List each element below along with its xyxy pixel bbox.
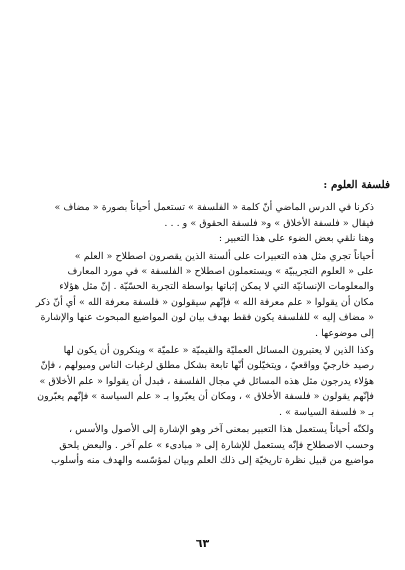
text-line: مكان أن يقولوا « علم معرفة الله » فإنّهم سيقولون « فلسفة معرفة الله » أي أنّ ذكر <box>35 296 374 308</box>
paragraph-1 <box>30 200 390 246</box>
text-line: أحياناً تجري مثل هذه التعبيرات على ألسنة الذين يقصرون اصطلاح « العلم » <box>74 250 374 262</box>
text-line: وكذا الذين لا يعتبرون المسائل العمليّة والقيميّة « علميّة » وينكرون أن يكون لها <box>63 345 374 357</box>
text-line: هؤلاء يدرجون مثل هذه المسائل في مجال الفلسفة ، فبدل أن يقولوا « علم الأخلاق » <box>39 375 374 387</box>
text-line: ذكرنا في الدرس الماضي أنّ كلمة « الفلسفة » تستعمل أحياناً بصورة « مضاف » <box>54 202 374 214</box>
page-number: ٦٣ <box>195 537 210 550</box>
text-line: رصيد خارجيّ وواقعيّ ، ويتخيّلون أنّها تابعة بشكل مطلق لرغبات الناس وميولهم ، فإنّ <box>40 360 374 372</box>
text-line: فيقال « فلسفة الأخلاق » و« فلسفة الحقوق » و . . . <box>164 217 374 229</box>
text-line: بـ « فلسفة السياسة » . <box>279 406 374 418</box>
paragraph-2 <box>30 249 390 341</box>
text-line: فإنّهم يقولون « فلسفة الأخلاق » ، ومكان أن يعبّروا بـ « علم السياسة » فإنّهم يعبّرون <box>37 391 374 403</box>
paragraph-4 <box>30 422 390 468</box>
text-line: والمعلومات الإنسانيّة التي لا يمكن إثباتها بواسطة التجربة الحسّيّة . إنّ مثل هؤلاء <box>59 281 374 293</box>
text-line: على « العلوم التجريبيّة » ويستعملون اصطلاح « الفلسفة » في مورد المعارف <box>67 266 374 278</box>
text-line: « مضاف إليه » للفلسفة يكون فقط بهدف بيان لون المواضيع المبحوث عنها والإشارة <box>40 312 374 324</box>
section-heading: فلسفة العلوم : <box>323 179 390 191</box>
text-line: مواضيع من قبيل نظرة تاريخيّة إلى ذلك العلم وبيان لمؤسّسه والهدف منه وأسلوب <box>51 454 374 466</box>
text-line: ولكنّه أحياناً يستعمل هذا التعبير بمعنى آخر وهو الإشارة إلى الأصول والأسس ، <box>69 424 374 436</box>
text-line: إلى موضوعها . <box>314 327 374 339</box>
document-body <box>30 178 390 468</box>
text-line: وهنا نلقي بعض الضوء على هذا التعبير : <box>218 233 374 245</box>
text-line: وحسب الاصطلاح فإنّه يستعمل للإشارة إلى « مبادىء » علم آخر . والبعض يلحق <box>59 439 374 451</box>
paragraph-3 <box>30 343 390 420</box>
